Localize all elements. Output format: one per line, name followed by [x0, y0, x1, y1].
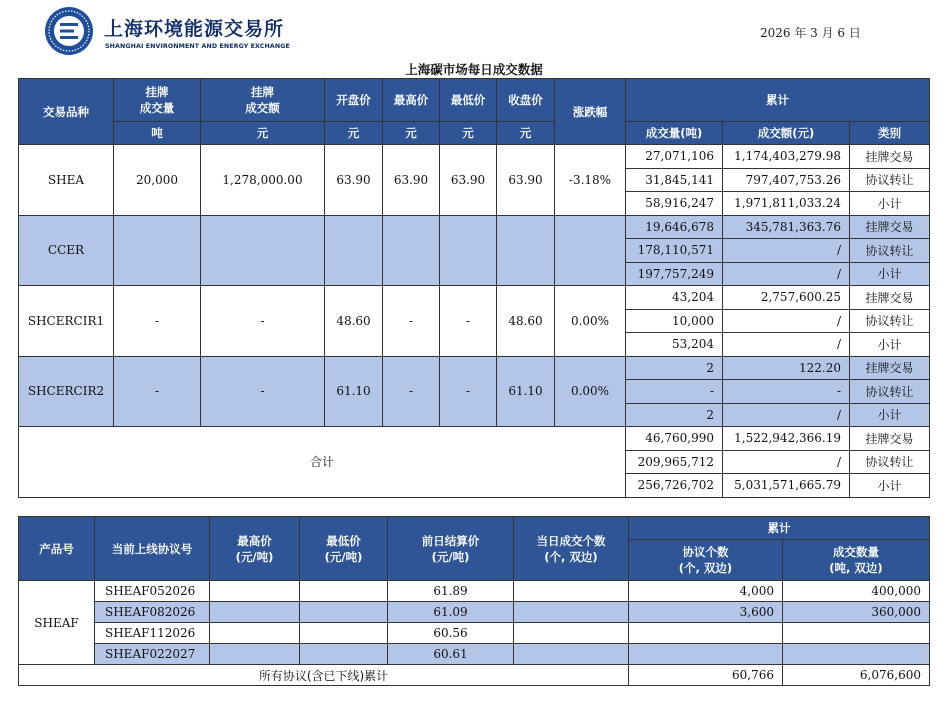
col-high-label: 最高价 (元/吨) [235, 533, 274, 564]
cum-type: 挂牌交易 [850, 356, 930, 380]
cum-amount: 1,971,811,033.24 [723, 192, 850, 216]
daily-trading-table [18, 78, 930, 498]
table-row [19, 356, 930, 380]
col-product-no-header: 产品号 [19, 517, 95, 581]
col-prev-settle-label: 前日结算价 (元/吨) [421, 533, 480, 564]
cum-amount: 1,522,942,366.19 [723, 427, 850, 451]
exchange-logo [44, 6, 344, 58]
cum-type: 挂牌交易 [850, 286, 930, 310]
cum-amount: - [723, 380, 850, 404]
low-price [300, 623, 388, 644]
cum-qty: 360,000 [783, 602, 930, 623]
price-change: 0.00% [555, 356, 626, 427]
total-label: 合计 [19, 427, 626, 498]
col-high-header: 最高价 [383, 79, 440, 122]
low-price [440, 215, 497, 286]
high-price: 63.90 [383, 145, 440, 216]
cum-amount: 345,781,363.76 [723, 215, 850, 239]
price-change: -3.18% [555, 145, 626, 216]
open-price [325, 215, 383, 286]
contract-id: SHEAF052026 [95, 581, 210, 602]
col-open-header: 开盘价 [325, 79, 383, 122]
cum-count: 4,000 [629, 581, 783, 602]
table-row [19, 215, 930, 239]
col-low-header [300, 517, 388, 581]
contract-id: SHEAF022027 [95, 644, 210, 665]
cum-count [629, 644, 783, 665]
prev-settle-price: 60.56 [388, 623, 514, 644]
listed-volume: - [114, 356, 201, 427]
cum-type: 协议转让 [850, 380, 930, 404]
unit-yuan: 元 [201, 122, 325, 145]
cum-type: 小计 [850, 403, 930, 427]
price-change: 0.00% [555, 286, 626, 357]
low-price: - [440, 356, 497, 427]
cum-volume: 256,726,702 [626, 474, 723, 498]
col-listed-volume-label: 挂牌 成交量 [139, 85, 175, 115]
col-cum-type-header: 类别 [850, 122, 930, 145]
high-price [210, 623, 300, 644]
cum-volume: 58,916,247 [626, 192, 723, 216]
col-product-header: 交易品种 [19, 79, 114, 145]
col-cumulative-header: 累计 [629, 517, 930, 540]
close-price [497, 215, 555, 286]
close-price: 61.10 [497, 356, 555, 427]
cum-volume: - [626, 380, 723, 404]
contract-id: SHEAF112026 [95, 623, 210, 644]
col-low-header: 最低价 [440, 79, 497, 122]
listed-volume [114, 215, 201, 286]
forward-total-label: 所有协议(含已下线)累计 [19, 665, 629, 686]
col-cumulative-header: 累计 [626, 79, 930, 122]
cum-type: 挂牌交易 [850, 215, 930, 239]
cum-type: 协议转让 [850, 168, 930, 192]
exchange-logo-icon [44, 6, 94, 56]
col-listed-volume-header [114, 79, 201, 122]
col-contract-header: 当前上线协议号 [95, 517, 210, 581]
cum-amount: 5,031,571,665.79 [723, 474, 850, 498]
prev-settle-price: 61.89 [388, 581, 514, 602]
day-count [514, 602, 629, 623]
listed-volume: 20,000 [114, 145, 201, 216]
cum-volume: 31,845,141 [626, 168, 723, 192]
table-row [19, 286, 930, 310]
cum-volume: 53,204 [626, 333, 723, 357]
close-price: 48.60 [497, 286, 555, 357]
cum-volume: 2 [626, 356, 723, 380]
org-name-en: SHANGHAI ENVIRONMENT AND ENERGY EXCHANGE [105, 43, 290, 50]
cum-amount: / [723, 450, 850, 474]
cum-type: 协议转让 [850, 309, 930, 333]
price-change [555, 215, 626, 286]
cum-type: 挂牌交易 [850, 427, 930, 451]
table-row [19, 581, 930, 602]
cum-amount: 122.20 [723, 356, 850, 380]
col-cum-qty-label: 成交数量 (吨, 双边) [829, 545, 883, 575]
day-count [514, 644, 629, 665]
cum-count [629, 623, 783, 644]
cum-volume: 43,204 [626, 286, 723, 310]
col-prev-settle-header [388, 517, 514, 581]
col-cum-count-label: 协议个数 (个, 双边) [678, 545, 733, 575]
product-name: CCER [19, 215, 114, 286]
high-price [383, 215, 440, 286]
cum-type: 小计 [850, 474, 930, 498]
listed-volume: - [114, 286, 201, 357]
org-name-cn: 上海环境能源交易所 [104, 18, 285, 40]
cum-qty: 400,000 [783, 581, 930, 602]
product-name: SHCERCIR2 [19, 356, 114, 427]
col-day-count-label: 当日成交个数 (个, 双边) [536, 533, 606, 564]
day-count [514, 623, 629, 644]
cum-count: 3,600 [629, 602, 783, 623]
cum-type: 小计 [850, 192, 930, 216]
cum-volume: 197,757,249 [626, 262, 723, 286]
cum-qty [783, 623, 930, 644]
cum-volume: 27,071,106 [626, 145, 723, 169]
low-price: 63.90 [440, 145, 497, 216]
cum-type: 小计 [850, 333, 930, 357]
cum-amount: 797,407,753.26 [723, 168, 850, 192]
report-date: 2026 年 3 月 6 日 [760, 26, 861, 40]
col-cum-qty-header [783, 540, 930, 581]
cum-volume: 2 [626, 403, 723, 427]
table-row [19, 427, 930, 451]
low-price [300, 602, 388, 623]
col-cum-amount-header: 成交额(元) [723, 122, 850, 145]
unit-ton: 吨 [114, 122, 201, 145]
unit-yuan: 元 [383, 122, 440, 145]
prev-settle-price: 61.09 [388, 602, 514, 623]
col-cum-count-header [629, 540, 783, 581]
col-low-label: 最低价 (元/吨) [324, 533, 363, 564]
high-price [210, 602, 300, 623]
listed-amount [201, 215, 325, 286]
cum-type: 协议转让 [850, 239, 930, 263]
cum-amount: 2,757,600.25 [723, 286, 850, 310]
high-price [210, 644, 300, 665]
cum-amount: / [723, 262, 850, 286]
cum-amount: / [723, 239, 850, 263]
table-row [19, 644, 930, 665]
product-no: SHEAF [19, 581, 95, 665]
forward-contract-table [18, 516, 930, 686]
open-price: 48.60 [325, 286, 383, 357]
col-close-header: 收盘价 [497, 79, 555, 122]
unit-yuan: 元 [325, 122, 383, 145]
table-row [19, 665, 930, 686]
close-price: 63.90 [497, 145, 555, 216]
low-price: - [440, 286, 497, 357]
col-day-count-header [514, 517, 629, 581]
cum-amount: 1,174,403,279.98 [723, 145, 850, 169]
total-cum-qty: 6,076,600 [783, 665, 930, 686]
col-listed-amount-header [201, 79, 325, 122]
unit-yuan: 元 [497, 122, 555, 145]
cum-qty [783, 644, 930, 665]
cum-volume: 10,000 [626, 309, 723, 333]
col-cum-volume-header: 成交量(吨) [626, 122, 723, 145]
high-price: - [383, 286, 440, 357]
cum-type: 挂牌交易 [850, 145, 930, 169]
cum-volume: 178,110,571 [626, 239, 723, 263]
low-price [300, 644, 388, 665]
col-change-header: 涨跌幅 [555, 79, 626, 145]
cum-volume: 209,965,712 [626, 450, 723, 474]
cum-amount: / [723, 333, 850, 357]
col-high-header [210, 517, 300, 581]
high-price: - [383, 356, 440, 427]
cum-volume: 19,646,678 [626, 215, 723, 239]
listed-amount: 1,278,000.00 [201, 145, 325, 216]
product-name: SHCERCIR1 [19, 286, 114, 357]
col-listed-amount-label: 挂牌 成交额 [245, 85, 280, 115]
low-price [300, 581, 388, 602]
product-name: SHEA [19, 145, 114, 216]
cum-type: 小计 [850, 262, 930, 286]
cum-volume: 46,760,990 [626, 427, 723, 451]
day-count [514, 581, 629, 602]
contract-id: SHEAF082026 [95, 602, 210, 623]
listed-amount: - [201, 286, 325, 357]
cum-amount: / [723, 403, 850, 427]
total-cum-count: 60,766 [629, 665, 783, 686]
cum-type: 协议转让 [850, 450, 930, 474]
prev-settle-price: 60.61 [388, 644, 514, 665]
cum-amount: / [723, 309, 850, 333]
table-row [19, 145, 930, 169]
listed-amount: - [201, 356, 325, 427]
high-price [210, 581, 300, 602]
table-row [19, 623, 930, 644]
unit-yuan: 元 [440, 122, 497, 145]
open-price: 63.90 [325, 145, 383, 216]
open-price: 61.10 [325, 356, 383, 427]
page-title: 上海碳市场每日成交数据 [405, 62, 543, 77]
table-row [19, 602, 930, 623]
